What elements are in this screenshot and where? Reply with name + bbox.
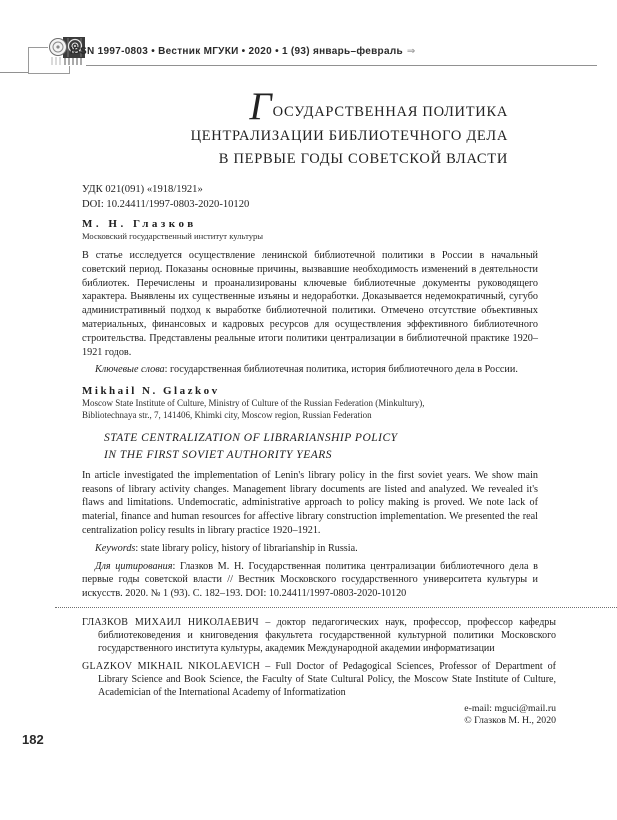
keywords-en-text: : state library policy, history of librarianship in Russia. bbox=[135, 542, 358, 554]
keywords-ru-label: Ключевые слова bbox=[95, 364, 165, 376]
title-line-3: В ПЕРВЫЕ ГОДЫ СОВЕТСКОЙ ВЛАСТИ bbox=[218, 151, 508, 167]
doi-code: DOI: 10.24411/1997-0803-2020-10120 bbox=[82, 198, 250, 210]
bio-ru-text: – доктор педагогических наук, профессор, профессор кафедры библиотековедения и книговедения факультета государственной культурной политики Московского государственного института культуры, академик Международной академии информатизации bbox=[98, 616, 557, 654]
affiliation-en-line-1: Moscow State Institute of Culture, Ministry of Culture of the Russian Federation (Minkultury), bbox=[82, 398, 425, 409]
title-dropcap: Г bbox=[249, 85, 272, 128]
bio-en-name: GLAZKOV MIKHAIL NIKOLAEVICH bbox=[82, 660, 261, 672]
keywords-ru bbox=[82, 363, 538, 377]
issn-text: ISSN 1997-0803 • Вестник МГУКИ • 2020 • 1 (93) январь–февраль bbox=[70, 46, 403, 57]
header-rule bbox=[68, 65, 597, 66]
article-title-en bbox=[82, 430, 538, 465]
citation-text: : Глазков М. Н. Государственная политика централизации библиотечного дела в первые годы советской власти // Вестник Московского государственного университета культуры и искусств. 2020. № 1 (93). С. 182–193. DOI: 10.24411/1997-0803-2020-10120 bbox=[82, 560, 538, 600]
abstract-ru: В статье исследуется осуществление ленинской библиотечной политики в России в начальный советский период. Показаны основные причины, вызвавшие необходимость изменений в деятельности библиотек. Перечислены и проанализированы ключевые библиотечные документы руководящего характера. Выявлены их существенные изъяны и недоработки. Доказывается недемократичный, сугубо административный подход к выработке библиотечной политики. Отмечено отсутствие объективных материальных, финансовых и кадровых ресурсов для осуществления эффективного библиотечного строительства. Представлены реальные итоги политики централизации в библиотечной практике 1920–1921 годов. bbox=[82, 250, 538, 358]
author-bio-ru bbox=[82, 616, 556, 655]
dotted-separator bbox=[55, 607, 617, 608]
journal-issn-header bbox=[70, 46, 416, 57]
title-en-line-2: IN THE FIRST SOVIET AUTHORITY YEARS bbox=[104, 449, 333, 462]
title-line-1: ГОСУДАРСТВЕННАЯ ПОЛИТИКА bbox=[249, 85, 508, 128]
udk-code: УДК 021(091) «1918/1921» bbox=[82, 184, 203, 195]
bio-en-text: – Full Doctor of Pedagogical Sciences, Professor of Department of Library Science and Book Science, the Faculty of State Cultural Policy, the Moscow State Institute of Culture, Academician of the International Academy of Informatization bbox=[98, 660, 556, 698]
title-en-line-1: STATE CENTRALIZATION OF LIBRARIANSHIP POLICY bbox=[104, 431, 398, 444]
author-name-en: Mikhail N. Glazkov bbox=[82, 385, 220, 398]
keywords-ru-text: : государственная библиотечная политика, история библиотечного дела в России. bbox=[164, 364, 518, 376]
article-front-matter bbox=[82, 183, 557, 727]
author-affiliation-en bbox=[82, 398, 538, 422]
author-bio-en bbox=[82, 660, 556, 699]
copyright-note: © Глазков М. Н., 2020 bbox=[464, 714, 556, 726]
arrow-right-icon: ⇒ bbox=[406, 46, 416, 57]
citation-note bbox=[82, 560, 538, 601]
title-line-2: ЦЕНТРАЛИЗАЦИИ БИБЛИОТЕЧНОГО ДЕЛА bbox=[190, 127, 508, 144]
citation-label: Для цитирования bbox=[95, 560, 173, 572]
page-number: 182 bbox=[22, 732, 44, 747]
bio-ru-name: ГЛАЗКОВ МИХАИЛ НИКОЛАЕВИЧ bbox=[82, 616, 259, 628]
author-name-ru: М. Н. Глазков bbox=[82, 218, 197, 230]
keywords-en-label: Keywords bbox=[95, 542, 136, 554]
article-title-ru bbox=[190, 85, 508, 172]
author-email: e-mail: mguci@mail.ru bbox=[464, 702, 556, 714]
affiliation-en-line-2: Bibliotechnaya str., 7, 141406, Khimki city, Moscow region, Russian Federation bbox=[82, 409, 372, 420]
contact-block bbox=[82, 703, 556, 727]
abstract-en: In article investigated the implementation of Lenin's library policy in the first soviet years. We show main reasons of library activity changes. Management library documents are listed and analyzed. We revealed it's flaws and limitations. Undemocratic, administrative approach to policy making is proved. We note lack of material, finance and human resources for affective library construction implementation. We presented the real centralization policy results in library practice 1920–1921. bbox=[82, 469, 538, 536]
header-rule-left-segment bbox=[0, 72, 28, 73]
author-affiliation-ru: Московский государственный институт культуры bbox=[82, 231, 264, 241]
keywords-en bbox=[82, 542, 538, 556]
